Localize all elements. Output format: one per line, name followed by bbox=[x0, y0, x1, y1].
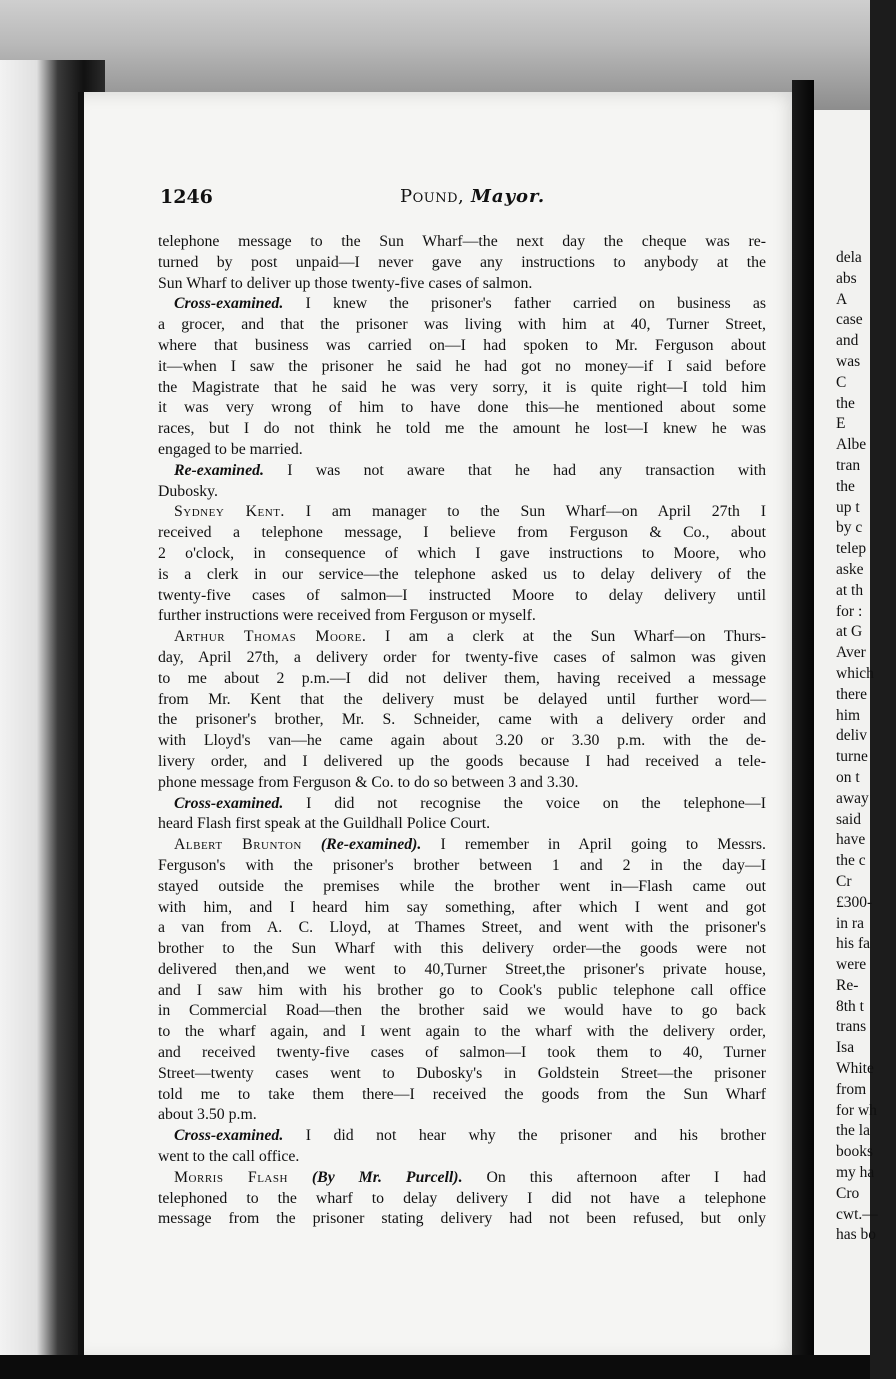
line-text: 2 o'clock, in consequence of which I gave instructions to Moore, who bbox=[158, 544, 766, 562]
background-bottom bbox=[0, 1355, 870, 1379]
line-text: went to the call office. bbox=[158, 1148, 300, 1166]
right-page-fragment: C bbox=[836, 373, 847, 391]
right-page-fragment: was bbox=[836, 352, 861, 370]
text-line bbox=[158, 544, 766, 565]
line-text: to the wharf again, and I went again to the wharf with the delivery order, bbox=[158, 1023, 766, 1041]
text-line bbox=[158, 981, 766, 1002]
line-text: told me to take them there—I received the goods from the Sun Wharf bbox=[158, 1085, 766, 1103]
text-line bbox=[158, 1126, 766, 1147]
running-head bbox=[400, 186, 545, 207]
text-line bbox=[158, 856, 766, 877]
text-line bbox=[158, 378, 766, 399]
line-text: the prisoner's brother, Mr. S. Schneider, came with a delivery order and bbox=[158, 711, 766, 729]
right-page-fragment: abs bbox=[836, 269, 857, 287]
page-header bbox=[160, 186, 780, 216]
right-page-fragment: his fa bbox=[836, 935, 871, 953]
line-text: day, April 27th, a delivery order for twenty-five cases of salmon was given bbox=[158, 648, 766, 666]
line-text: and I saw him with his brother go to Cook's public telephone call office bbox=[158, 981, 766, 999]
text-line bbox=[158, 1209, 766, 1230]
line-text: delivered then,and we went to 40,Turner Street,the prisoner's private house, bbox=[158, 960, 766, 978]
right-page-fragment: deliv bbox=[836, 727, 867, 745]
line-text: to me about 2 p.m.—I did not deliver them, having received a message bbox=[158, 669, 766, 687]
line-text: telephone message to the Sun Wharf—the next day the cheque was re- bbox=[158, 233, 766, 250]
examination-label: (By Mr. Purcell). bbox=[287, 1168, 463, 1186]
text-line bbox=[158, 1064, 766, 1085]
speaker-name: Morris Flash bbox=[174, 1168, 288, 1186]
examination-label: Re-examined. bbox=[174, 461, 264, 479]
text-line bbox=[158, 1105, 766, 1126]
examination-label: Cross-examined. bbox=[174, 295, 284, 313]
line-text: I did not recognise the voice on the telephone—I bbox=[283, 794, 766, 812]
text-line bbox=[158, 440, 766, 461]
text-line bbox=[158, 669, 766, 690]
line-text: is a clerk in our service—the telephone asked us to delay delivery of the bbox=[158, 565, 766, 583]
line-text: about 3.50 p.m. bbox=[158, 1106, 257, 1124]
right-page-fragment: books bbox=[836, 1143, 874, 1161]
line-text: brother to the Sun Wharf with this delivery order—the goods were not bbox=[158, 940, 766, 958]
body-text bbox=[158, 232, 766, 1230]
right-page-fragment: Aver bbox=[836, 644, 866, 662]
line-text: engaged to be married. bbox=[158, 440, 303, 458]
line-text: it—when I saw the prisoner he said he had got no money—if I said before bbox=[158, 357, 766, 375]
text-line bbox=[158, 586, 766, 607]
line-text: further instructions were received from Ferguson or myself. bbox=[158, 607, 536, 625]
right-page-fragment: dela bbox=[836, 249, 862, 266]
line-text: received a telephone message, I believe from Ferguson & Co., about bbox=[158, 524, 766, 542]
line-text: in Commercial Road—then the brother said we would have to go back bbox=[158, 1002, 766, 1020]
right-page-fragment: the bbox=[836, 477, 855, 495]
right-page-fragment: from bbox=[836, 1080, 867, 1098]
text-line bbox=[158, 1001, 766, 1022]
right-page-fragment: telep bbox=[836, 540, 867, 558]
running-head-name: Pound, bbox=[400, 186, 465, 207]
right-page-fragment: Re- bbox=[836, 976, 859, 994]
text-line bbox=[158, 648, 766, 669]
line-text: where that business was carried on—I had spoken to Mr. Ferguson about bbox=[158, 336, 766, 354]
line-text: Street—twenty cases went to Dubosky's in Goldstein Street—the prisoner bbox=[158, 1064, 766, 1082]
right-page-fragment: Albe bbox=[836, 436, 867, 454]
line-text: a van from A. C. Lloyd, at Thames Street, and went with the prisoner's bbox=[158, 919, 766, 937]
right-page-fragment: said bbox=[836, 810, 861, 828]
speaker-name: Sydney Kent. bbox=[174, 503, 285, 521]
text-line bbox=[158, 690, 766, 711]
right-page-fragment: up t bbox=[836, 498, 860, 516]
page-number: 1246 bbox=[160, 186, 213, 208]
text-line bbox=[158, 419, 766, 440]
speaker-name: Albert Brunton bbox=[174, 836, 302, 854]
right-page-fragment: A bbox=[836, 290, 848, 308]
text-line bbox=[158, 898, 766, 919]
line-text: I was not aware that he had any transaction with bbox=[263, 461, 766, 479]
line-text: livery order, and I delivered up the goods because I had received a tele- bbox=[158, 752, 766, 770]
text-line bbox=[158, 710, 766, 731]
right-page-fragment: for wh bbox=[836, 1101, 877, 1119]
text-line bbox=[158, 731, 766, 752]
text-line bbox=[158, 315, 766, 336]
line-text: I remember in April going to Messrs. bbox=[421, 836, 766, 854]
text-line bbox=[158, 794, 766, 815]
right-page-fragment: which bbox=[836, 664, 874, 682]
right-page-fragment: 8th t bbox=[836, 997, 864, 1015]
text-line bbox=[158, 1168, 766, 1189]
text-line bbox=[158, 773, 766, 794]
right-page-fragment: in ra bbox=[836, 914, 864, 932]
text-line bbox=[158, 835, 766, 856]
right-page-fragment: Cro bbox=[836, 1184, 860, 1202]
right-page-fragment: trans bbox=[836, 1018, 867, 1036]
text-line bbox=[158, 960, 766, 981]
text-line bbox=[158, 565, 766, 586]
right-page-fragment: aske bbox=[836, 560, 864, 578]
text-line bbox=[158, 752, 766, 773]
book-gutter bbox=[792, 80, 814, 1379]
line-text: I am a clerk at the Sun Wharf—on Thurs- bbox=[366, 628, 766, 646]
right-page-fragment: tran bbox=[836, 456, 861, 474]
line-text: heard Flash first speak at the Guildhall Police Court. bbox=[158, 815, 491, 833]
right-page-fragment: E bbox=[836, 415, 846, 433]
running-head-role: Mayor. bbox=[470, 186, 546, 207]
text-line bbox=[158, 274, 766, 295]
text-line bbox=[158, 1147, 766, 1168]
text-line bbox=[158, 523, 766, 544]
line-text: with him, and I heard him say something, after which I went and got bbox=[158, 898, 766, 916]
speaker-name: Arthur Thomas Moore. bbox=[174, 628, 367, 646]
text-line bbox=[158, 627, 766, 648]
line-text: and received twenty-five cases of salmon—I took them to 40, Turner bbox=[158, 1044, 766, 1062]
text-line bbox=[158, 294, 766, 315]
line-text: with Lloyd's van—he came again about 3.20 or 3.30 p.m. with the de- bbox=[158, 732, 766, 750]
right-page-fragment: away bbox=[836, 789, 869, 807]
right-page-fragment: at th bbox=[836, 581, 864, 599]
right-page-fragment: my ha bbox=[836, 1164, 875, 1182]
line-text: Dubosky. bbox=[158, 482, 218, 500]
right-page-fragment: Cr bbox=[836, 872, 852, 890]
line-text: from Mr. Kent that the delivery must be delayed until further word— bbox=[158, 690, 766, 708]
text-line bbox=[158, 1189, 766, 1210]
text-line bbox=[158, 232, 766, 253]
line-text: I did not hear why the prisoner and his brother bbox=[283, 1127, 766, 1145]
right-page-fragment: has bo bbox=[836, 1226, 877, 1244]
right-page-fragment: Isa bbox=[836, 1039, 855, 1057]
text-line bbox=[158, 357, 766, 378]
line-text: I am manager to the Sun Wharf—on April 27th I bbox=[284, 503, 766, 521]
right-page-fragment: at G bbox=[836, 623, 863, 641]
line-text: twenty-five cases of salmon—I instructed Moore to delay delivery until bbox=[158, 586, 766, 604]
right-page-fragment: for : bbox=[836, 602, 863, 620]
line-text: I knew the prisoner's father carried on business as bbox=[283, 295, 766, 313]
text-line bbox=[158, 1085, 766, 1106]
right-page-fragment: by c bbox=[836, 519, 863, 537]
text-line bbox=[158, 606, 766, 627]
line-text: telephoned to the wharf to delay delivery I did not have a telephone bbox=[158, 1189, 766, 1207]
right-page-fragment: there bbox=[836, 685, 867, 703]
right-page-fragment: and bbox=[836, 332, 859, 350]
line-text: turned by post unpaid—I never gave any instructions to anybody at the bbox=[158, 253, 766, 271]
line-text: the Magistrate that he said he was very sorry, it is quite right—I told him bbox=[158, 378, 766, 396]
text-line bbox=[158, 253, 766, 274]
text-line bbox=[158, 814, 766, 835]
line-text: stayed outside the premises while the brother went in—Flash came out bbox=[158, 877, 766, 895]
examination-label: Cross-examined. bbox=[174, 1127, 284, 1145]
text-line bbox=[158, 918, 766, 939]
text-line bbox=[158, 461, 766, 482]
line-text: phone message from Ferguson & Co. to do so between 3 and 3.30. bbox=[158, 773, 579, 791]
examination-label: Cross-examined. bbox=[174, 794, 284, 812]
line-text: On this afternoon after I had bbox=[462, 1168, 767, 1186]
right-page-fragment: him bbox=[836, 706, 861, 724]
right-page-fragment: turne bbox=[836, 748, 868, 766]
right-page-fragment: the la bbox=[836, 1122, 870, 1140]
line-text: Ferguson's with the prisoner's brother between 1 and 2 in the day—I bbox=[158, 856, 766, 874]
right-page-text bbox=[836, 248, 896, 1246]
right-page-fragment: on t bbox=[836, 768, 860, 786]
text-line bbox=[158, 398, 766, 419]
right-page-fragment: White bbox=[836, 1060, 874, 1078]
right-page-fragment: have bbox=[836, 831, 866, 849]
line-text: a grocer, and that the prisoner was living with him at 40, Turner Street, bbox=[158, 316, 766, 334]
line-text: message from the prisoner stating delivery had not been refused, but only bbox=[158, 1210, 766, 1228]
right-page-fragment: case bbox=[836, 311, 863, 329]
text-line bbox=[158, 502, 766, 523]
examination-label: (Re-examined). bbox=[301, 836, 422, 854]
right-page-fragment: £300- bbox=[836, 893, 873, 911]
text-line bbox=[158, 336, 766, 357]
right-page-fragment: the c bbox=[836, 852, 866, 870]
right-page-fragment: cwt.— bbox=[836, 1205, 878, 1223]
line-text: it was very wrong of him to have done this—he mentioned about some bbox=[158, 399, 766, 417]
right-page-fragment: were bbox=[836, 956, 867, 974]
line-text: races, but I do not think he told me the amount he lost—I knew he was bbox=[158, 420, 766, 438]
line-text: Sun Wharf to deliver up those twenty-five cases of salmon. bbox=[158, 274, 533, 292]
text-line bbox=[158, 939, 766, 960]
text-line bbox=[158, 1022, 766, 1043]
text-line bbox=[158, 482, 766, 503]
text-line bbox=[158, 1043, 766, 1064]
text-line bbox=[158, 877, 766, 898]
right-page-fragment: the bbox=[836, 394, 855, 412]
